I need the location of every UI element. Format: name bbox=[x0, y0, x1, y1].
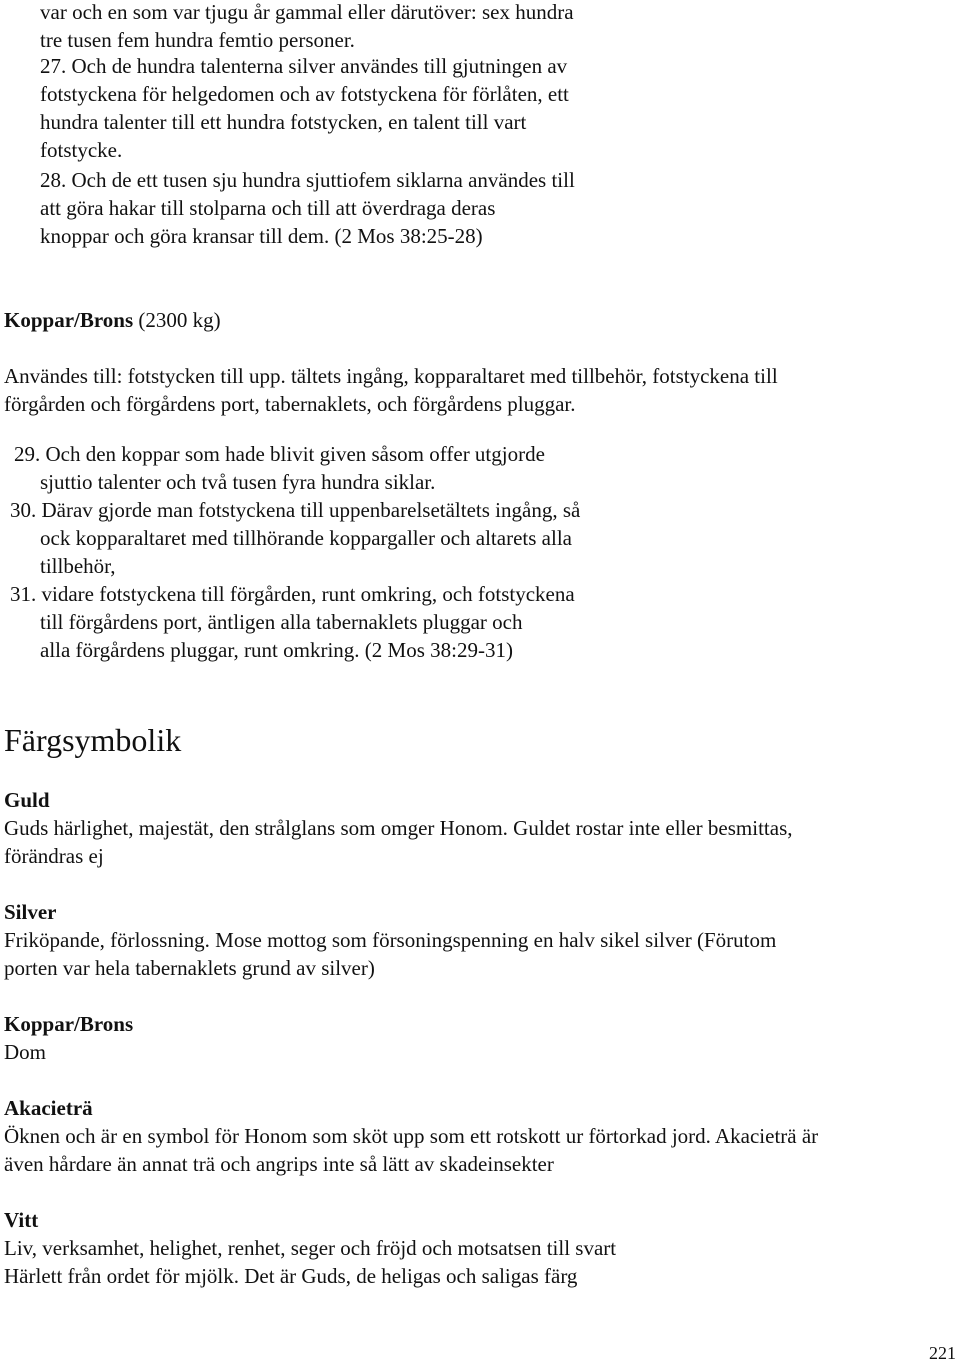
color-description: Härlett från ordet för mjölk. Det är Guds, de heligas och saligas färg bbox=[4, 1264, 578, 1288]
color-description: förändras ej bbox=[4, 844, 104, 868]
verse-line: 29. Och den koppar som hade blivit given såsom offer utgjorde bbox=[14, 442, 545, 466]
color-name: Silver bbox=[4, 900, 57, 924]
verse-line: hundra talenter till ett hundra fotstycken, en talent till vart bbox=[40, 110, 527, 134]
verse-line: tillbehör, bbox=[40, 554, 116, 578]
color-description: Dom bbox=[4, 1040, 46, 1064]
section-title: Färgsymbolik bbox=[4, 722, 182, 758]
verse-line: fotstycke. bbox=[40, 138, 123, 162]
color-description: Öknen och är en symbol för Honom som sköt upp som ett rotskott ur förtorkad jord. Akacieträ är bbox=[4, 1124, 819, 1148]
verse-line: att göra hakar till stolparna och till att överdraga deras bbox=[40, 196, 496, 220]
verse-line: knoppar och göra kransar till dem. (2 Mos 38:25-28) bbox=[40, 224, 483, 248]
color-description: Guds härlighet, majestät, den strålglans som omger Honom. Guldet rostar inte eller besmittas, bbox=[4, 816, 793, 840]
verse-line: sjuttio talenter och två tusen fyra hundra siklar. bbox=[40, 470, 436, 494]
verse-line: 31. vidare fotstyckena till förgården, runt omkring, och fotstyckena bbox=[10, 582, 575, 606]
copper-usage-line: Användes till: fotstycken till upp. tältets ingång, kopparaltaret med tillbehör, fotstyckena till bbox=[4, 364, 778, 388]
verse-line: 30. Därav gjorde man fotstyckena till uppenbarelsetältets ingång, så bbox=[10, 498, 581, 522]
copper-usage-line: förgården och förgårdens port, tabernaklets, och förgårdens pluggar. bbox=[4, 392, 576, 416]
verse-line: fotstyckena för helgedomen och av fotstyckena för förlåten, ett bbox=[40, 82, 569, 106]
verse-line: alla förgårdens pluggar, runt omkring. (2 Mos 38:29-31) bbox=[40, 638, 513, 662]
color-name: Guld bbox=[4, 788, 50, 812]
verse-line: till förgårdens port, äntligen alla tabernaklets pluggar och bbox=[40, 610, 523, 634]
color-name: Vitt bbox=[4, 1208, 39, 1232]
color-description: Liv, verksamhet, helighet, renhet, seger och fröjd och motsatsen till svart bbox=[4, 1236, 617, 1260]
color-name: Akacieträ bbox=[4, 1096, 93, 1120]
copper-heading-label: Koppar/Brons bbox=[4, 308, 134, 332]
verse-line: ock kopparaltaret med tillhörande koppargaller och altarets alla bbox=[40, 526, 572, 550]
page-number: 221 bbox=[929, 1343, 956, 1363]
verse-line: tre tusen fem hundra femtio personer. bbox=[40, 28, 355, 52]
verse-line: 28. Och de ett tusen sju hundra sjuttiofem siklarna användes till bbox=[40, 168, 575, 192]
copper-heading-weight: (2300 kg) bbox=[133, 308, 221, 332]
verse-line: 27. Och de hundra talenterna silver användes till gjutningen av bbox=[40, 54, 568, 78]
color-name: Koppar/Brons bbox=[4, 1012, 134, 1036]
color-description: Friköpande, förlossning. Mose mottog som försoningspenning en halv sikel silver (Förutom bbox=[4, 928, 777, 952]
color-description: porten var hela tabernaklets grund av silver) bbox=[4, 956, 375, 980]
color-description: även hårdare än annat trä och angrips inte så lätt av skadeinsekter bbox=[4, 1152, 554, 1176]
verse-line: var och en som var tjugu år gammal eller därutöver: sex hundra bbox=[40, 0, 574, 24]
copper-heading bbox=[4, 306, 221, 334]
